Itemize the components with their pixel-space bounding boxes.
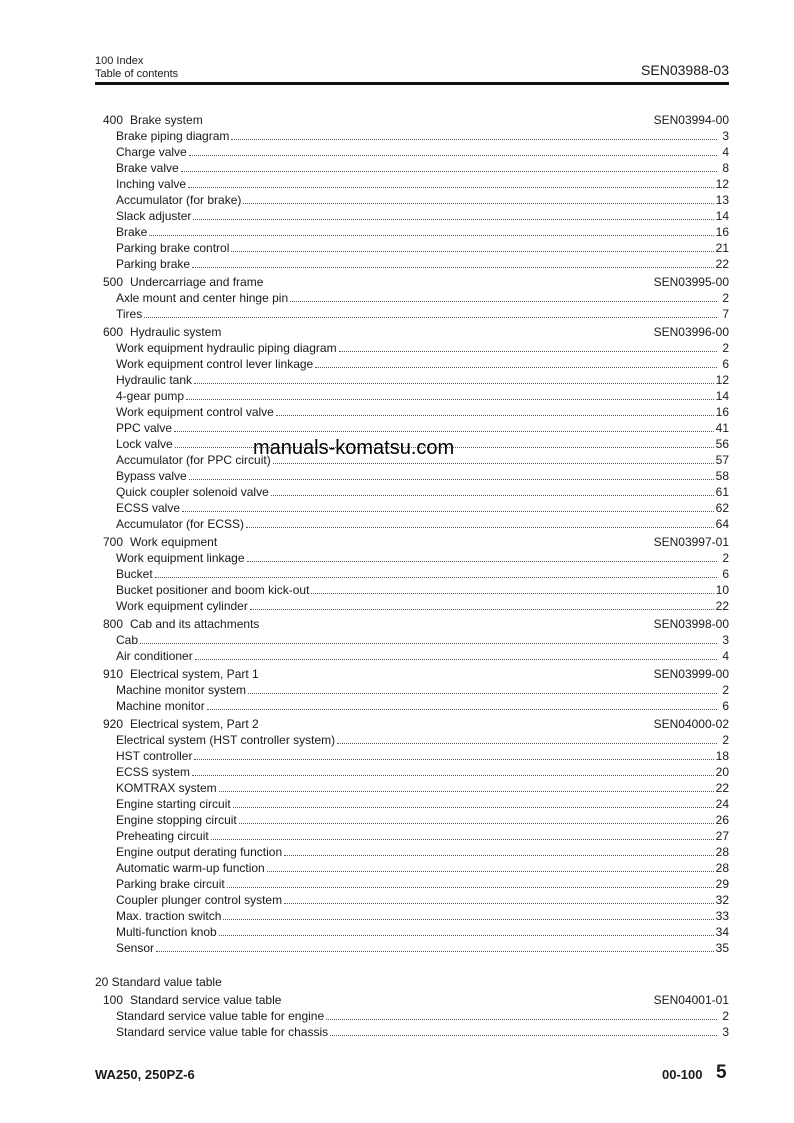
toc-entry [95, 648, 729, 664]
section-title: Undercarriage and frame [130, 275, 264, 289]
dot-leader [243, 194, 713, 204]
toc-entry [95, 828, 729, 844]
dot-leader [284, 894, 714, 904]
toc-entry [95, 812, 729, 828]
toc-entry [95, 420, 729, 436]
dot-leader [194, 750, 713, 760]
dot-leader [155, 568, 717, 578]
toc-entry-page: 2 [722, 1009, 729, 1023]
section-doc-code: SEN03999-00 [653, 667, 729, 681]
toc-entry-page: 32 [715, 893, 729, 907]
toc-entry-page: 13 [715, 193, 729, 207]
dot-leader [247, 552, 717, 562]
toc-entry-page: 3 [722, 129, 729, 143]
toc-entry [95, 208, 729, 224]
dot-leader [207, 700, 717, 710]
toc-entry-page: 33 [715, 909, 729, 923]
dot-leader [193, 210, 713, 220]
toc-entry-title: Max. traction switch [116, 909, 222, 923]
toc-entry-page: 8 [722, 161, 729, 175]
dot-leader [219, 782, 714, 792]
section-heading-label [103, 534, 217, 550]
toc-entry-title: Sensor [116, 941, 155, 955]
toc-entry [95, 340, 729, 356]
toc-entry-page: 12 [715, 373, 729, 387]
toc-entry [95, 1024, 729, 1040]
toc-entry-page: 7 [722, 307, 729, 321]
toc-entry [95, 796, 729, 812]
toc-entry-page: 2 [722, 551, 729, 565]
section-heading [95, 534, 729, 550]
toc-entry-title: 4-gear pump [116, 389, 185, 403]
toc-entry-title: Bucket [116, 567, 153, 581]
dot-leader [194, 374, 714, 384]
dot-leader [181, 162, 717, 172]
dot-leader [211, 830, 714, 840]
toc-entry-title: Parking brake circuit [116, 877, 225, 891]
toc-entry-page: 2 [722, 683, 729, 697]
toc-entry [95, 908, 729, 924]
toc-entry-page: 20 [715, 765, 729, 779]
toc-entry-title: ECSS system [116, 765, 191, 779]
dot-leader [140, 634, 717, 644]
footer-code: 00-100 [662, 1067, 703, 1082]
toc-entry-title: Work equipment cylinder [116, 599, 248, 613]
toc-entry [95, 1008, 729, 1024]
toc-entry [95, 550, 729, 566]
toc-entry-page: 4 [722, 649, 729, 663]
section-doc-code: SEN03994-00 [653, 113, 729, 127]
dot-leader [219, 926, 714, 936]
toc-entry-page: 57 [715, 453, 729, 467]
toc-entry-title: Bypass valve [116, 469, 187, 483]
toc-entry-title: ECSS valve [116, 501, 181, 515]
section-heading-label [103, 616, 259, 632]
section-heading-label [103, 716, 259, 732]
section-heading [95, 616, 729, 632]
dot-leader [231, 242, 713, 252]
toc-entry [95, 160, 729, 176]
toc-entry-title: Work equipment control valve [116, 405, 274, 419]
toc-entry [95, 748, 729, 764]
toc-entry-title: HST controller [116, 749, 193, 763]
dot-leader [192, 258, 714, 268]
toc-entry-page: 6 [722, 567, 729, 581]
toc-entry-title: Slack adjuster [116, 209, 192, 223]
toc-entry-page: 61 [715, 485, 729, 499]
page-header [95, 55, 729, 85]
toc-entry-title: Lock valve [116, 437, 173, 451]
toc-entry [95, 764, 729, 780]
dot-leader [189, 470, 714, 480]
toc-entry [95, 484, 729, 500]
toc-entry [95, 844, 729, 860]
toc-entry-page: 18 [715, 749, 729, 763]
toc-entry-title: Brake valve [116, 161, 179, 175]
section-heading-label [103, 666, 259, 682]
toc-entry-title: Electrical system (HST controller system) [116, 733, 336, 747]
toc-entry-title: Quick coupler solenoid valve [116, 485, 269, 499]
section-doc-code: SEN04000-02 [653, 717, 729, 731]
toc-entry-page: 41 [715, 421, 729, 435]
section-heading-label [103, 112, 203, 128]
dot-leader [144, 308, 717, 318]
toc-entry [95, 582, 729, 598]
section-doc-code: SEN04001-01 [653, 993, 729, 1007]
toc-entry [95, 306, 729, 322]
toc-entry-page: 4 [722, 145, 729, 159]
section-heading-label [103, 992, 281, 1008]
toc-entry-page: 6 [722, 699, 729, 713]
toc-entry-page: 64 [715, 517, 729, 531]
header-divider [95, 82, 729, 85]
section-doc-code: SEN03998-00 [653, 617, 729, 631]
toc-entry-title: Cab [116, 633, 139, 647]
toc-entry [95, 256, 729, 272]
toc-entry [95, 468, 729, 484]
watermark-text: manuals-komatsu.com [253, 437, 455, 459]
toc-entry-page: 56 [715, 437, 729, 451]
section-number: 500 [103, 275, 124, 289]
toc-entry-page: 34 [715, 925, 729, 939]
toc-entry-page: 6 [722, 357, 729, 371]
toc-entry-title: Axle mount and center hinge pin [116, 291, 289, 305]
toc-entry [95, 372, 729, 388]
toc-entry-page: 24 [715, 797, 729, 811]
toc-entry-page: 2 [722, 733, 729, 747]
toc-entry [95, 682, 729, 698]
toc-entry-title: Coupler plunger control system [116, 893, 283, 907]
toc-entry-title: Engine stopping circuit [116, 813, 237, 827]
dot-leader [174, 422, 714, 432]
dot-leader [250, 600, 714, 610]
toc-entry-title: Engine output derating function [116, 845, 283, 859]
section-heading-label [103, 324, 221, 340]
section-heading [95, 274, 729, 290]
dot-leader [315, 358, 717, 368]
section-title: Electrical system, Part 1 [130, 667, 259, 681]
toc-entry [95, 892, 729, 908]
section-number: 920 [103, 717, 124, 731]
toc-entry [95, 128, 729, 144]
toc-entry-title: KOMTRAX system [116, 781, 217, 795]
dot-leader [182, 502, 714, 512]
section-heading [95, 716, 729, 732]
toc-entry-title: Engine starting circuit [116, 797, 231, 811]
header-index-label: 100 Index [95, 55, 144, 67]
dot-leader [284, 846, 714, 856]
toc-entry-page: 26 [715, 813, 729, 827]
toc-entry [95, 632, 729, 648]
section-heading [95, 324, 729, 340]
toc-entry-title: Accumulator (for PPC circuit) [116, 453, 271, 467]
toc-entry-page: 28 [715, 861, 729, 875]
toc-entry-page: 16 [715, 405, 729, 419]
toc-entry [95, 176, 729, 192]
section-number: 400 [103, 113, 124, 127]
dot-leader [276, 406, 714, 416]
toc-entry-page: 27 [715, 829, 729, 843]
toc-entry [95, 388, 729, 404]
dot-leader [233, 798, 714, 808]
dot-leader [186, 390, 714, 400]
section-number: 100 [103, 993, 124, 1007]
toc-entry [95, 780, 729, 796]
footer-page-number: 5 [716, 1062, 727, 1083]
toc-entry [95, 356, 729, 372]
toc-entry-title: Work equipment control lever linkage [116, 357, 314, 371]
toc-entry-page: 2 [722, 291, 729, 305]
section-title: Electrical system, Part 2 [130, 717, 259, 731]
toc-entry [95, 404, 729, 420]
section-number: 600 [103, 325, 124, 339]
table-of-contents [95, 110, 729, 1040]
toc-entry-page: 62 [715, 501, 729, 515]
toc-entry [95, 924, 729, 940]
toc-entry [95, 144, 729, 160]
toc-entry-page: 35 [715, 941, 729, 955]
toc-entry [95, 192, 729, 208]
toc-entry-title: Machine monitor [116, 699, 205, 713]
toc-entry-title: Brake [116, 225, 148, 239]
toc-entry-page: 3 [722, 1025, 729, 1039]
section-number: 800 [103, 617, 124, 631]
toc-entry-title: Tires [116, 307, 143, 321]
section-title: Work equipment [130, 535, 218, 549]
section-title: Standard service value table [130, 993, 282, 1007]
toc-entry [95, 876, 729, 892]
dot-leader [326, 1010, 717, 1020]
dot-leader [246, 518, 714, 528]
dot-leader [290, 292, 717, 302]
section-number: 910 [103, 667, 124, 681]
section-title: Brake system [130, 113, 203, 127]
dot-leader [192, 766, 714, 776]
section-heading-label [103, 274, 263, 290]
toc-entry-title: Accumulator (for brake) [116, 193, 242, 207]
toc-entry [95, 698, 729, 714]
toc-entry-title: Parking brake control [116, 241, 230, 255]
toc-entry [95, 566, 729, 582]
section-doc-code: SEN03995-00 [653, 275, 729, 289]
dot-leader [149, 226, 713, 236]
dot-leader [195, 650, 717, 660]
toc-entry-page: 21 [715, 241, 729, 255]
dot-leader [231, 130, 717, 140]
toc-entry-title: Accumulator (for ECSS) [116, 517, 245, 531]
section-doc-code: SEN03996-00 [653, 325, 729, 339]
toc-entry-page: 22 [715, 257, 729, 271]
section-number: 700 [103, 535, 124, 549]
header-toc-label: Table of contents [95, 68, 179, 80]
dot-leader [188, 178, 714, 188]
toc-entry-page: 22 [715, 781, 729, 795]
toc-entry [95, 240, 729, 256]
toc-entry-title: Brake piping diagram [116, 129, 230, 143]
section-doc-code: SEN03997-01 [653, 535, 729, 549]
toc-entry-page: 22 [715, 599, 729, 613]
toc-entry-title: Multi-function knob [116, 925, 217, 939]
toc-entry-page: 14 [715, 389, 729, 403]
dot-leader [311, 584, 713, 594]
toc-entry-page: 3 [722, 633, 729, 647]
section-heading [95, 666, 729, 682]
dot-leader [267, 862, 714, 872]
toc-entry [95, 940, 729, 956]
dot-leader [271, 486, 714, 496]
toc-entry-page: 29 [715, 877, 729, 891]
toc-entry-title: Work equipment hydraulic piping diagram [116, 341, 337, 355]
dot-leader [339, 342, 717, 352]
dot-leader [330, 1026, 717, 1036]
toc-entry-page: 14 [715, 209, 729, 223]
dot-leader [227, 878, 714, 888]
chapter-title: 20 Standard value table [95, 975, 222, 989]
toc-entry [95, 224, 729, 240]
toc-entry-title: Air conditioner [116, 649, 193, 663]
section-heading [95, 112, 729, 128]
toc-entry-page: 2 [722, 341, 729, 355]
toc-entry-page: 28 [715, 845, 729, 859]
toc-entry-title: Charge valve [116, 145, 187, 159]
toc-entry [95, 290, 729, 306]
dot-leader [239, 814, 714, 824]
toc-entry-page: 10 [715, 583, 729, 597]
toc-entry-page: 16 [715, 225, 729, 239]
footer-model: WA250, 250PZ-6 [95, 1067, 195, 1082]
toc-entry-page: 58 [715, 469, 729, 483]
dot-leader [223, 910, 713, 920]
toc-entry-title: Preheating circuit [116, 829, 209, 843]
section-title: Cab and its attachments [130, 617, 260, 631]
toc-entry [95, 516, 729, 532]
toc-entry-title: Automatic warm-up function [116, 861, 265, 875]
section-heading [95, 992, 729, 1008]
toc-entry [95, 860, 729, 876]
toc-entry [95, 732, 729, 748]
toc-entry-page: 12 [715, 177, 729, 191]
dot-leader [248, 684, 717, 694]
toc-entry-title: Inching valve [116, 177, 187, 191]
toc-entry-title: Work equipment linkage [116, 551, 245, 565]
dot-leader [156, 942, 714, 952]
toc-entry-title: Machine monitor system [116, 683, 247, 697]
toc-entry-title: Standard service value table for engine [116, 1009, 325, 1023]
section-title: Hydraulic system [130, 325, 222, 339]
toc-entry-title: Bucket positioner and boom kick-out [116, 583, 310, 597]
dot-leader [337, 734, 717, 744]
toc-entry [95, 598, 729, 614]
toc-entry-title: PPC valve [116, 421, 173, 435]
toc-entry [95, 500, 729, 516]
toc-entry-title: Hydraulic tank [116, 373, 193, 387]
header-doc-number: SEN03988-03 [641, 62, 729, 78]
toc-entry-title: Standard service value table for chassis [116, 1025, 329, 1039]
dot-leader [189, 146, 717, 156]
toc-entry-title: Parking brake [116, 257, 191, 271]
